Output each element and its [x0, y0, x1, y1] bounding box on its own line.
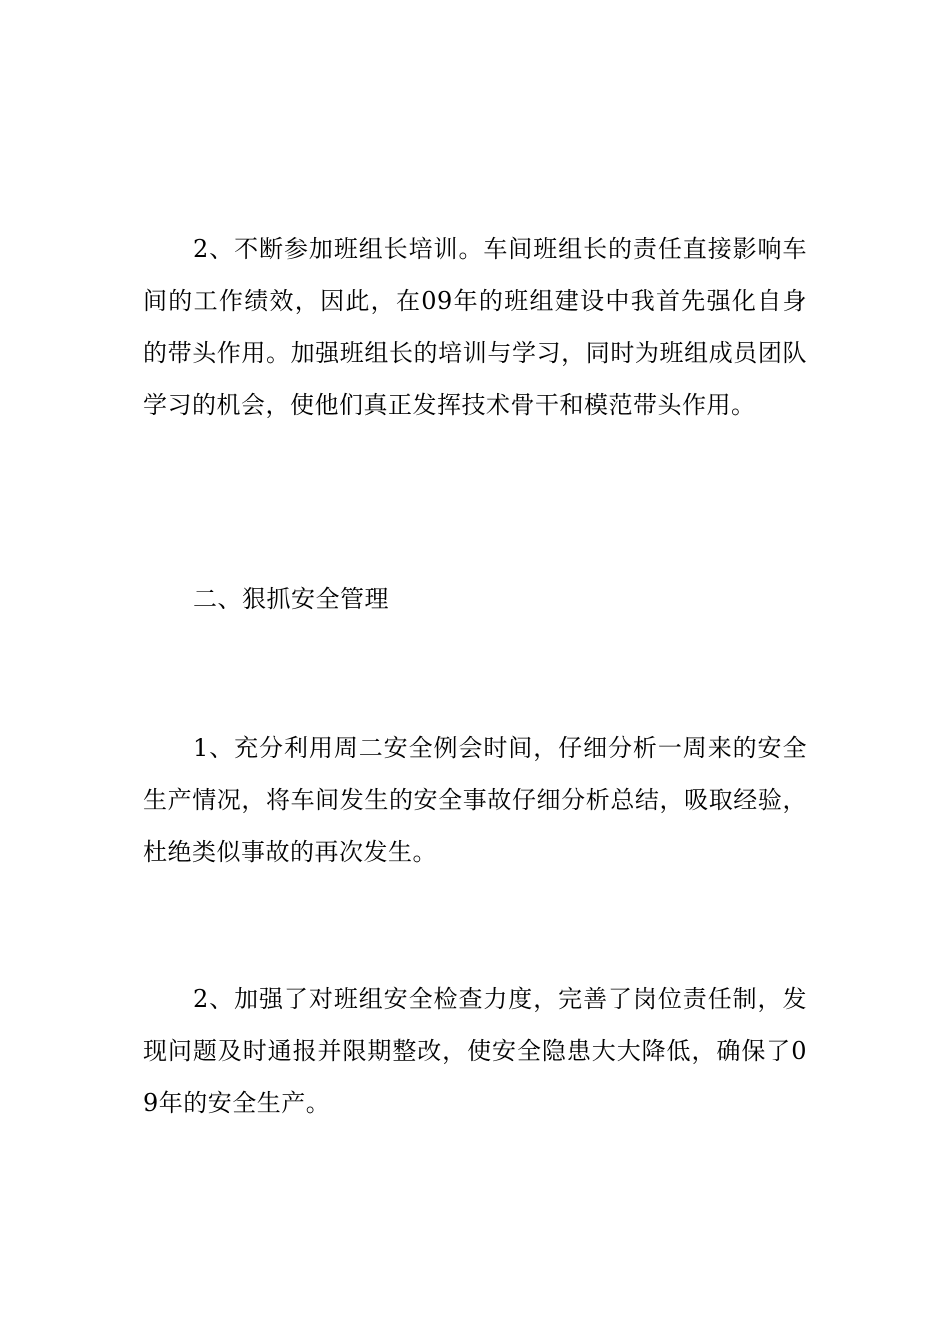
- section-heading-safety-management: 二、狠抓安全管理: [193, 585, 389, 613]
- paragraph-safety-inspection: 2、加强了对班组安全检查力度，完善了岗位责任制，发现问题及时通报并限期整改，使安全隐患大大降低，确保了09年的安全生产。: [143, 985, 807, 1117]
- paragraph-team-leader-training: 2、不断参加班组长培训。车间班组长的责任直接影响车间的工作绩效，因此，在09年的班组建设中我首先强化自身的带头作用。加强班组长的培训与学习，同时为班组成员团队学习的机会，使他们真正发挥技术骨干和模范带头作用。: [143, 235, 807, 419]
- paragraph-weekly-safety-meeting: 1、充分利用周二安全例会时间，仔细分析一周来的安全生产情况，将车间发生的安全事故仔细分析总结，吸取经验，杜绝类似事故的再次发生。: [143, 734, 807, 866]
